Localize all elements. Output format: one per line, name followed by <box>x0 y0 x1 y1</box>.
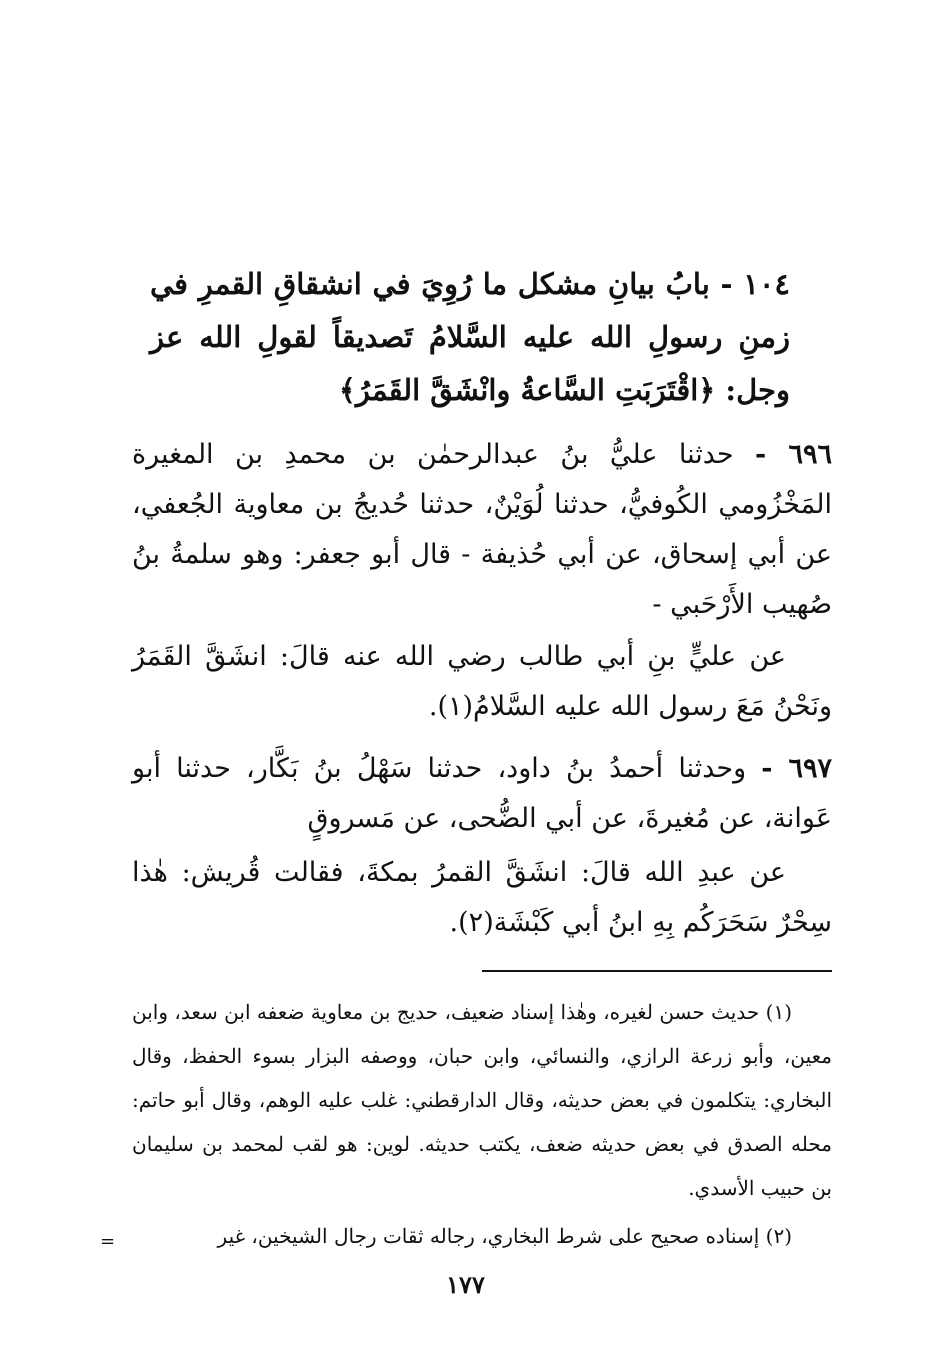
hadith-696-isnad <box>132 430 832 630</box>
hadith-696-matn: عن عليٍّ بنِ أبي طالب رضي الله عنه قالَ: انشَقَّ القَمَرُ ونَحْنُ مَعَ رسول الله عليه السَّلامُ(١). <box>132 641 832 722</box>
hadith-isnad-text: وحدثنا أحمدُ بنُ داود، حدثنا سَهْلُ بنُ بَكَّار، حدثنا أبو عَوانة، عن مُغيرةَ، عن أبي الضُّحى، عن مَسروقٍ <box>132 753 832 834</box>
footnote-1: (١) حديث حسن لغيره، وهٰذا إسناد ضعيف، حديج بن معاوية ضعفه ابن سعد، وابن معين، وأبو زرعة الرازي، والنسائي، وابن حبان، ووصفه البزار بسوء الحفظ، وقال البخاري: يتكلمون في بعض حديثه، وقال الدارقطني: غلب عليه الوهم، وقال أبو حاتم: محله الصدق في بعض حديثه ضعف، يكتب حديثه. لوين: هو لقب لمحمد بن سليمان بن حبيب الأسدي. <box>132 1000 832 1200</box>
hadith-697-isnad <box>132 744 832 844</box>
hadith-number: ٦٩٦ - <box>755 439 832 470</box>
footnote-separator <box>482 970 832 972</box>
hadith-isnad-text: حدثنا عليُّ بنُ عبدالرحمٰن بن محمدِ بن المغيرة المَخْزُومي الكُوفيُّ، حدثنا لُوَيْنٌ، حدثنا حُديجُ بن معاوية الجُعفي، عن أبي إسحاق، عن أبي حُذيفة - قال أبو جعفر: وهو سلمةُ بنُ صُهيب الأَرْحَبي - <box>132 439 832 620</box>
page-number: ١٧٧ <box>446 1270 485 1299</box>
hadith-number: ٦٩٧ - <box>761 753 832 784</box>
continuation-mark: = <box>100 1231 116 1252</box>
footnote-2: (٢) إسناده صحيح على شرط البخاري، رجاله ثقات رجال الشيخين، غير <box>217 1224 792 1248</box>
chapter-title: ١٠٤ - بابُ بيانِ مشكل ما رُوِيَ في انشقاقِ القمرِ في زمنِ رسولِ الله عليه السَّلامُ تَصديقاً لقولِ الله عز وجل: ﴿اقْتَرَبَتِ السَّاعةُ وانْشَقَّ القَمَرُ﴾ <box>150 267 790 407</box>
hadith-697-matn: عن عبدِ الله قالَ: انشَقَّ القمرُ بمكةَ، فقالت قُريش: هٰذا سِحْرٌ سَحَرَكُم بِهِ ابنُ أبي كَبْشَة(٢). <box>132 857 832 938</box>
